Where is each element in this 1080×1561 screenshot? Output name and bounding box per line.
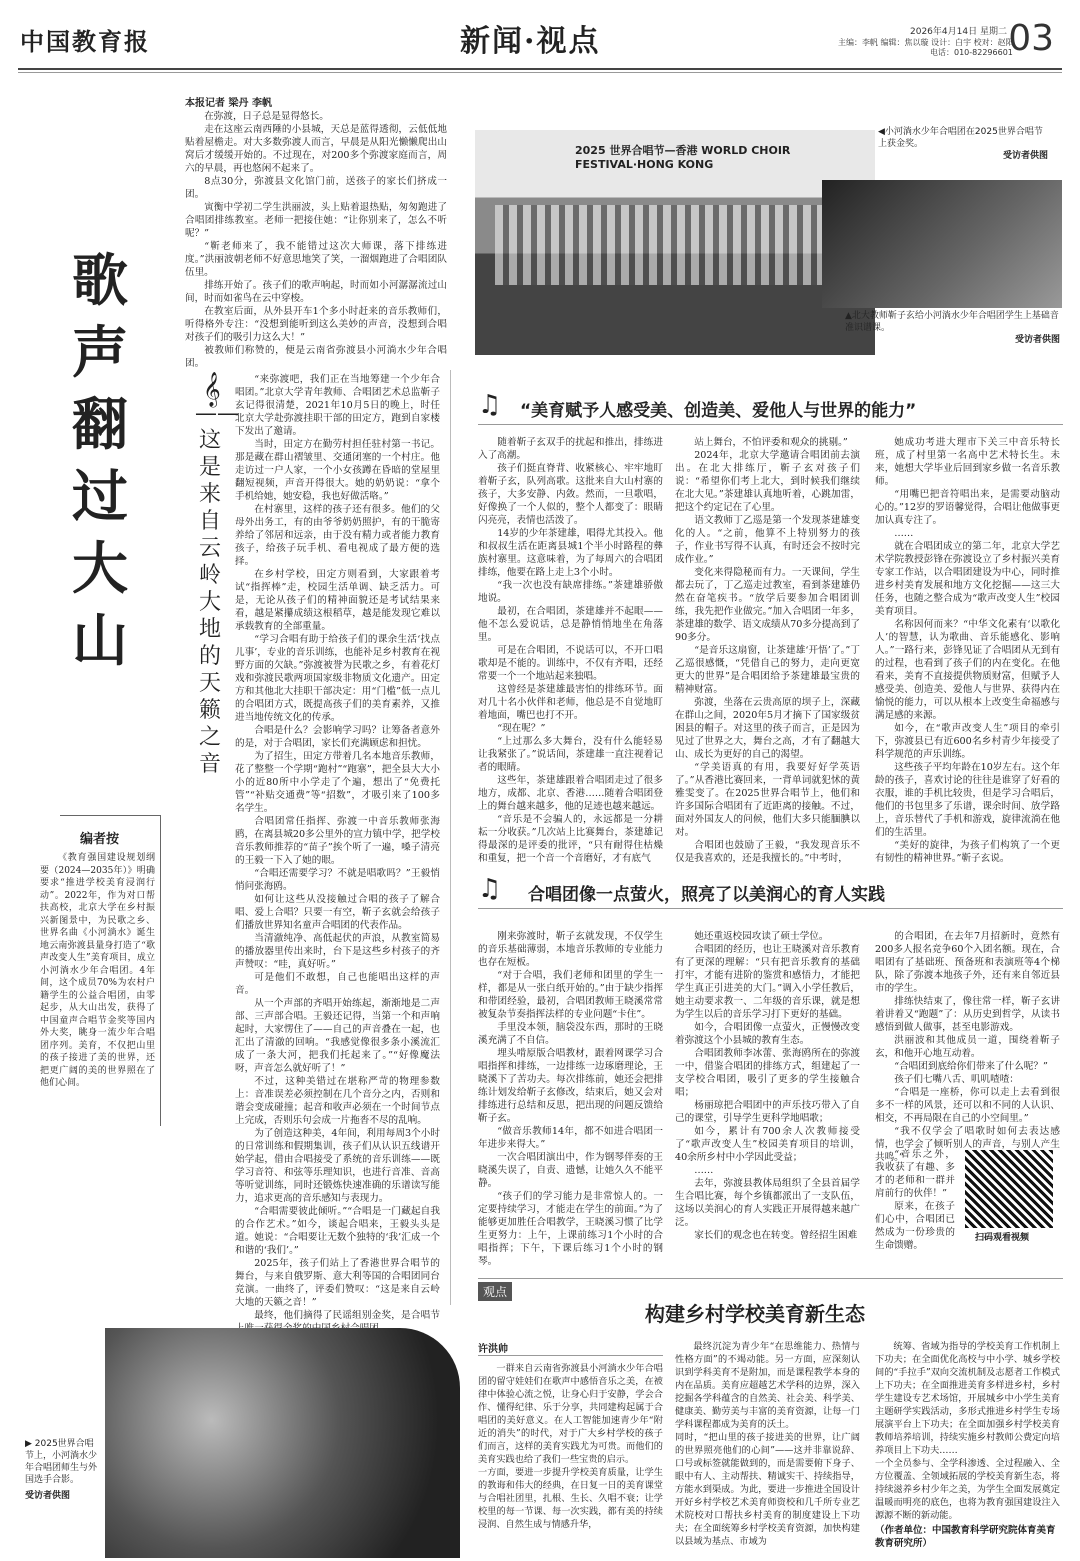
section3-col2: 她还重返校园攻读了硕士学位。 合唱团的经历，也让王晓溪对音乐教育有了更深的理解：“只有把音乐教育的基础打牢，才能有进阶的鉴赏和感悟力，才能把学生真正引进美的大门。”调入小学任教后，她主动要求教一、二年级的音乐课，就是想为学生以后的音乐学习打下更好的基础。 如今，合唱团像一点萤火，正慢慢改变着弥渡这个小县城的教育生态。 合唱团教师李冰蕾、张海鸥所在的弥渡一中，借鉴合唱团的排练方式，组建起了一支学校合唱团，吸引了更多的学生接触合唱； 杨丽琼把合唱团中的声乐技巧带入了自己的课堂，引导学生更科学地唱歌； 如今，累计有700余人次教师接受了“歌声改变人生”校园美育项目的培训，40余所乡村中小学因此受益； …… 去年，弥渡县教体局组织了全县首届学生合唱比赛，每个乡镇都派出了一支队伍，这场以美润心的育人实践正开展得越来越广泛。 家长们的观念也在转变。曾经招生困难 — [675, 931, 860, 1241]
page-number: 03 — [1008, 18, 1054, 59]
editor-note-title: 编者按 — [80, 832, 120, 847]
section2-rule — [478, 424, 1063, 425]
issue-date: 2026年4月14日 星期二 — [910, 27, 1007, 37]
music-notes-icon-2: ♫ — [478, 874, 502, 904]
opinion-affiliation: （作者单位：中国教育科学研究院体育美育教育研究所） — [875, 1525, 1056, 1549]
section3-rule — [478, 908, 1063, 909]
group-photo — [105, 1328, 460, 1558]
newspaper-logo: 中国教育报 — [20, 27, 150, 56]
qr-caption: 扫码观看视频 — [975, 1233, 1030, 1243]
opinion-author: 许洪帅 — [478, 1344, 508, 1355]
section2-col2: 站上舞台，不怕评委和观众的挑剔。” 2024年，北京大学邀请合唱团前去演出。在北大排练厅，靳子玄对孩子们说：“希望你们考上北大，到时候我们继续在北大见。”茶建雄认真地听着，心跳加雷，把这个约定记在了心里。 语文教师丁乙巡是第一个发现茶建雄变化的人。“之前，他算不上特别努力的孩子，作业书写得不认真，有时还会不按时完成作业。” 变化来得隐秘而有力。一天课间，学生都去玩了，丁乙巡走过教室，看到茶建雄仍然在奋笔疾书。“放学后要参加合唱团训练，我先把作业做完。”加入合唱团一年多，茶建雄的数学、语文成绩从70多分提高到了90多分。 “是音乐这扇窗，让茶建雄‘开悟’了。”丁乙巡很感慨，“凭借自己的努力，走向更宽更大的世界”是合唱团给予茶建雄最宝贵的精神财富。 弥渡，坐落在云贵高原的坝子上，深藏在群山之间，2020年5月才摘下了国家级贫困县的帽子。对这里的孩子而言，正是因为见过了世界之大，舞台之高，才有了翻越大山、成长为更好的自己的渴望。 “学美语真的有用，我要好好学英语了。”从香港比赛回来，一背单词就犯怵的黄雅雯变了。在2025世界合唱节上，他们和许多国际合唱团有了近距离的接触。不过，面对外国友人的问候，他们大多只能腼腆以对。 合唱团也鼓励了王毅，“我发现音乐不仅是我喜欢的，还是我擅长的。”中考时， — [675, 437, 860, 864]
opinion-col3: 统筹、省域为指导的学校美育工作机制上下功夫；在全面优化高校与中小学、城乡学校间的“手拉手”双向交流机制及志愿者工作模式上下功夫；在全面推进美育多样进乡村，乡村学生建设专艺术场馆，开展城乡中小学生美育主题研学实践活动，多形式推进乡村学生专场展演平台上下功夫；在全面加强乡村学校美育教师培养培训，持续实施乡村教师公费定向培养项目上下功夫…… 一个全员参与、全学科渗透、全过程融入、全方位覆盖、全领域拓展的学校美育新生态，将持续滋养乡村少年之美，为学生全面发展奠定温暖而明亮的底色，也将为教育强国建设注入源源不断的新动能。 — [875, 1341, 1060, 1521]
section-title: 新闻·视点 — [460, 24, 601, 59]
masthead-rule — [18, 68, 1062, 70]
section3-col3-tail: “音乐之外，我收获了有趣、多才的老师和一群并肩前行的伙伴！” 原来，在孩子们心中，合唱团已然成为一份珍贵的生命馈赠。 — [875, 1149, 955, 1251]
phone-number: 电话：010-82296601 — [930, 48, 1013, 57]
lead-text: 在弥渡，日子总是显得悠长。 走在这座云南西陲的小县城，天总是蓝得透彻，云低低地贴着屋檐走。对大多数弥渡人而言，早晨是从阳光懒懒爬出山窝后才缓缓开始的。不过现在，对200多个弥渡家庭而言，周六的早晨，再也悠闲不起来了。 8点30分，弥渡县文化馆门前，送孩子的家长们挤成一团。 寅衡中学初二学生洪丽波，头上贴着退热贴，匆匆跑进了合唱团排练教室。老师一把接住她：“让你别来了，怎么不听呢？” “靳老师来了，我不能错过这次大师课，落下排练进度。”洪丽波朝老师不好意思地笑了笑，一溜烟跑进了合唱团队伍里。 排练开始了。孩子们的歌声响起，时而如小河潺潺流过山间，时而如雀鸟在云中穿梭。 在教室后面，从外县开车1个多小时赶来的音乐教师们，听得格外专注：“没想到能听到这么美妙的声音，没想到合唱对孩子们的吸引力这么大！” 被教师们称赞的，便是云南省弥渡县小河淌水少年合唱团。 — [185, 111, 447, 369]
feature-subheadline: ——这是来自云岭大地的天籁之音 — [195, 401, 239, 777]
section2-heading: “美育赋予人感受美、创造美、爱他人与世界的能力” — [520, 401, 917, 421]
opinion-author-rule — [478, 1355, 663, 1356]
photo2-caption: ▲北大教师靳子玄给小河淌水少年合唱团学生上基础音准识谱课。 受访者供图 — [845, 311, 1060, 345]
qr-code[interactable] — [965, 1150, 1053, 1228]
opinion-tag: 观点 — [478, 1282, 512, 1301]
opinion-title: 构建乡村学校美育新生态 — [645, 1302, 865, 1326]
feature-byline: 本报记者 梁丹 李帆 — [185, 98, 272, 109]
bottom-photo-caption: ▶ 2025世界合唱节上，小河淌水少年合唱团师生与外国选手合影。 受访者供图 — [25, 1439, 98, 1501]
article-column-a: “来弥渡吧，我们正在当地筹建一个少年合唱团。”北京大学青年教师、合唱团艺术总监靳子玄记得很清楚，2021年10月5日的晚上，时任北京大学赴弥渡挂职干部的田定方，跑到自家楼下发出了邀请。 当时，田定方在勤劳村担任驻村第一书记。那是藏在群山褶皱里、交通闭塞的一个村庄。他走访过一户人家，一个小女孩蹲在昏暗的堂屋里翻短视频，声音开得很大。她的奶奶说：“拿个手机给她，她安稳，我也好做活咯。” 在村寨里，这样的孩子还有很多。他们的父母外出务工，有的由爷爷奶奶照护，有的干脆寄养给了邻居和远亲，由于没有精力或者能力教育孩子，给孩子玩手机、看电视成了最方便的选择。 在乡村学校，田定方则看到，大家跟着考试“指挥棒”走，校园生活单调、缺乏活力。可是，无论从孩子们的精神面貌还是考试结果来看，越是紧攥成绩这根稻草，越是能发现它难以承载教育的全部重量。 “学习合唱有助于给孩子们的课余生活‘找点儿事’，专业的音乐训练，也能补足乡村教育在视野方面的欠缺。”弥渡被誉为民歌之乡，有着花灯戏和弥渡民歌两项国家级非物质文化遗产。田定方和其他北大挂职干部决定：用“门槛”低一点儿的合唱团方式，既提高孩子们的美育素养，又推进当地传统文化的传承。 合唱是什么？会影响学习吗？让筹备者意外的是，对于合唱团，家长们充满顾虑和担忧。 为了招生，田定方带着几名本地音乐教师，花了整整一个学期“跑村”“跑寨”，把全县大大小小的近80所中小学走了个遍，想出了“免费托管”“补贴交通费”等“招数”，才吸引来了100多名学生。 合唱团常任指挥、弥渡一中音乐教师张海鸥，在离县城20多公里外的宣力镇中学，把学校音乐教师推荐的“苗子”挨个听了一遍，嗓子清亮的王毅一下入了她的眼。 “合唱还需要学习？不就是唱歌吗？”王毅悄悄问张海鸥。 如何让这些从没接触过合唱的孩子了解合唱、爱上合唱？只要一有空，靳子玄就会给孩子们播放世界知名童声合唱团的代表作品。 当清澈纯净、高低起伏的声浪，从教室简易的播放器里传出来时，台下是这些乡村孩子的齐声赞叹：“哇，真好听。” 可是他们不敢想，自己也能唱出这样的声音。 从一个声部的齐唱开始练起，渐渐地是二声部、三声部合唱。王毅还记得，当第一个和声响起时，大家愣住了——自己的声音叠在一起，也汇出了清澈的回响。“我感觉像很多条小溪流汇成了一条大河，把我们托起来了。”“好像魔法呀，声音怎么就好听了！” 不过，这种美错过在堪称严苛的物理参数上：音准误差必须控制在几个音分之内，否则和谐会变成碰撞；起音和收声必须在一个时间节点上完成，否则乐句会成一片拖沓不尽的乱响。 为了创造这种美，4年间，利用每周3个小时的日常训练和假期集训，孩子们从认识五线谱开始学起，借由合唱接受了系统的音乐训练——既学习音符、和弦等乐理知识，也进行音准、音高等听觉训练，同时还锻炼快速准确的乐谱读写能力，追求更高的音乐感知与表现力。 “合唱需要彼此倾听。”“合唱是一门藏起自我的合作艺术。”如今，谈起合唱来，王毅头头是道。她说：“合唱要让无数个独特的‘我’汇成一个和谐的‘我们’。” 2025年，孩子们站上了香港世界合唱节的舞台，与来自俄罗斯、意大利等国的合唱团同台竞演。一曲终了，评委们赞叹：“这是来自云岭大地的天籁之音！” 最终，他们摘得了民谣组别金奖，是合唱节 — [235, 374, 440, 1321]
choir-stage-photo — [475, 130, 875, 355]
opinion-col2: 最终沉淀为青少年“在思维能力、热情与性格方面”的不竭动能。另一方面，应深刻认识到学科美育不是附加，而是课程教学本身的内在品质。美育应超越艺术学科的边界，深入挖掘各学科蕴含的自然美、社会美、科学美、健康美、勤劳美与丰富的美育资源，让每一门学科课程都成为美育的沃土。 同时，“把山里的孩子接进美的世界，让广阔的世界照亮他们的心间”——这并非靠说辞、口号或标签就能做到的，而是需要俯下身子、眼中有人、主动帮扶、精诚实干、持续指导，方能水到渠成。为此，要进一步推进全国设计开好乡村学校艺术美育师资校和几千所专业艺术院校对口帮扶乡村美育的制度建设上下功夫；在全面统筹乡村学校美育资源，加快构建以县域为基点、市域为 — [675, 1341, 860, 1547]
photo1-caption: ◀小河淌水少年合唱团在2025世界合唱节上获金奖。 受访者供图 — [878, 127, 1048, 161]
teacher-class-photo — [822, 180, 1062, 308]
music-note-icon: 𝄞 — [203, 372, 221, 407]
column-divider — [450, 370, 451, 1305]
section3-col1: 刚来弥渡时，靳子玄就发现，不仅学生的音乐基础薄弱，本地音乐教师的专业能力也存在短板。 “对于合唱，我们老师和团里的学生一样，都是从一张白纸开始的。”由于缺少指挥和带团经验，最初，合唱团教师王晓溪常常被复杂节奏指挥法样的专业问题“卡住”。 手里没本领，脑袋没东西，那时的王晓溪充满了不自信。 埋头啃原版合唱教材，跟着网课学习合唱指挥和排练，一边排练一边琢磨理论，王晓溪下了苦功夫。每次排练前，她还会把排练计划发给靳子玄修改，结束后，她又会对排练进行总结和反思，把出现的问题反馈给靳子玄。 “做音乐教师14年，都不如进合唱团一年进步来得大。” 一次合唱团演出中，作为钢琴伴奏的王晓溪失误了，自责、遗憾，让她久久不能平静。 “孩子们的学习能力是非常惊人的。一定要持续学习，才能走在学生的前面。”为了能够更加胜任合唱教学，王晓溪习惯了比学生更努力：上午，上课前练习1个小时的合唱指挥；下午，下课后练习1个小时的钢琴。 — [478, 931, 663, 1267]
music-notes-icon: ♫ — [478, 390, 502, 420]
section2-col3: 她成功考进大理市下关三中音乐特长班，成了村里第一名高中艺术特长生。未来，她想大学毕业后回到家乡做一名音乐教师。 “用嘴巴把音符唱出来，是需要动脑动心的。”12岁的罗语馨觉得，合唱让他做事更加认真专注了。 …… 就在合唱团成立的第二年，北京大学艺术学院教授彭锋在弥渡设立了乡村振兴美育专家工作站，以合唱团建设为中心，同时推进乡村美育发展和地方文化挖掘——这三大任务，也随之整合成为“歌声改变人生”校园美育项目。 名称因何而来？“中华文化素有‘以歌化人’的智慧，认为歌曲、音乐能感化、影响人。”一路行来，彭锋见证了合唱团从无到有的过程，也看到了孩子们的内在变化。在他看来，美育不直接提供物质财富，但赋予人感受美、创造美、爱他人与世界、获得内在愉悦的能力，可以从根本上改变生命福感与满足感的来源。 如今，在“歌声改变人生”项目的牵引下，弥渡县已有近600名乡村青少年接受了科学规范的声乐训练。 这些孩子平均年龄在10岁左右。这个年龄的孩子，喜欢讨论的往往是谁穿了好看的衣服，谁的手机比较贵，但是学习合唱后，他们的书包里多了乐谱，课余时间、放学路上，音乐替代了手机和游戏，旋律流淌在他们的生活里。 “美好的旋律，为孩子们构筑了一个更有韧性的精神世界。”靳子玄说。 — [875, 437, 1060, 864]
section3-heading: 合唱团像一点萤火，照亮了以美润心的育人实践 — [528, 885, 885, 905]
opinion-col1: 一群来自云南省弥渡县小河淌水少年合唱团的留守娃娃们在歌声中感悟音乐之美，在被律中体验心流之悦，让身心归于安静，学会合作、懂得纪律、乐于分享，共同建构起属于合唱团的美好意义。在人工智能加速青少年“附近的消失”的时代，对于广大乡村学校的孩子们而言，这样的美育实践尤为可贵。而他们的美育实践也给了我们一些宝贵的启示。 一方面，要进一步提升学校美育质量，让学生的教诲和伟大的经典，在日复一日的美育课堂与合唱社团里，扎根、生长、久唱不衰；让学校里的每一节课、每一次实践，都有美的持续浸润、自然生成与情感升华， — [478, 1363, 663, 1530]
section3-col3: 的合唱团，在去年7月招新时，竟然有200多人报名竞争60个入团名额。现在，合唱团有了基础班、预备班和表演班等4个梯队，除了弥渡本地孩子外，还有来自邻近县市的学生。 排练快结束了，像往常一样，靳子玄讲着讲着又“跑题”了：从历史到哲学，从读书感悟到做人做事，甚至电影游戏。 洪丽波和其他成员一道，围绕着靳子玄，和他开心地互动着。 “合唱团到底给你们带来了什么呢？” 孩子们七嘴八舌、叽叽喳喳： “合唱是一座桥，你可以走上去看到很多不一样的风景，还可以和不同的人认识、相交，不再局限在自己的小空间里。” “我不仅学会了唱歌时如何去表达感情，也学会了倾听别人的声音，与别人产生共鸣。” — [875, 931, 1060, 1163]
editor-credits: 主编：李帆 编辑：焦以璇 设计：白宇 校对：赵阳 — [838, 38, 1014, 47]
festival-banner: 2025 世界合唱节—香港 WORLD CHOIR FESTIVAL·HONG KONG — [575, 144, 791, 171]
section2-col1: 随着靳子玄双手的扰起和推出，排练进入了高潮。 孩子们挺直脊背、收紧核心、牢牢地盯着靳子玄，队列高歌。这批来自大山村寨的孩子，大多安静、内敛。然而，一旦歌唱，好像换了一个人似的，整个人都变了：眼睛闪亮亮，表情也活泼了。 14岁的少年茶建雄，唱得尤其投入。他和叔叔生活在距离县城1个半小时路程的彝族村寨里。这意味着，为了每周六的合唱团排练，他要在路上走上3个小时。 “我一次也没有缺席排练。”茶建雄骄傲地说。 最初，在合唱团，茶建雄并不起眼——他不怎么爱说话，总是静悄悄地坐在角落里。 可是在合唱团，不说话可以，不开口唱歌却是不能的。训练中，不仅有齐唱，还经常要一个一个地站起来独唱。 这曾经是茶建雄最害怕的排练环节。面对几十名小伙伴和老师，他总是不自觉地盯着地面，嘴巴也打不开。 “现在呢？” “上过那么多大舞台，没有什么能轻易让我紧张了。”说话间，茶建雄一直注视着记者的眼睛。 这些年，茶建雄跟着合唱团走过了很多地方，成都、北京、香港……随着合唱团登上的舞台越来越多，他的足迹也越来越远。 “音乐是不会骗人的，永远都是一分耕耘一分收获。”几次站上比赛舞台，茶建雄记得最深的是评委的批评，“只有耐得住枯燥和重复，把一个音一个音磨好，才有底气 — [478, 437, 663, 864]
editor-note-text: 《教育强国建设规划纲要（2024—2035年）》明确要求“推进学校美育浸润行动”。2022年，作为对口帮扶高校，北京大学在乡村振兴新图景中，为民歌之乡、世界名曲《小河淌水》诞生地云南弥渡县量身打造了“歌声改变人生”美育项目，成立小河淌水少年合唱团。4年间，这个成员70%为农村户籍学生的公益合唱团，由零起步，从大山出发，获得了中国童声合唱节金奖等国内外大奖，眺身一流少年合唱团序列。美育，不仅把山里的孩子接进了美的世界，还把更广阔的美的世界照在了他们心间。 — [40, 853, 155, 1088]
choir-members — [495, 205, 855, 285]
feature-headline: 歌声翻过大山 — [72, 248, 128, 674]
opinion-rule — [478, 1278, 1063, 1279]
masthead-rule-thin — [18, 72, 1062, 73]
